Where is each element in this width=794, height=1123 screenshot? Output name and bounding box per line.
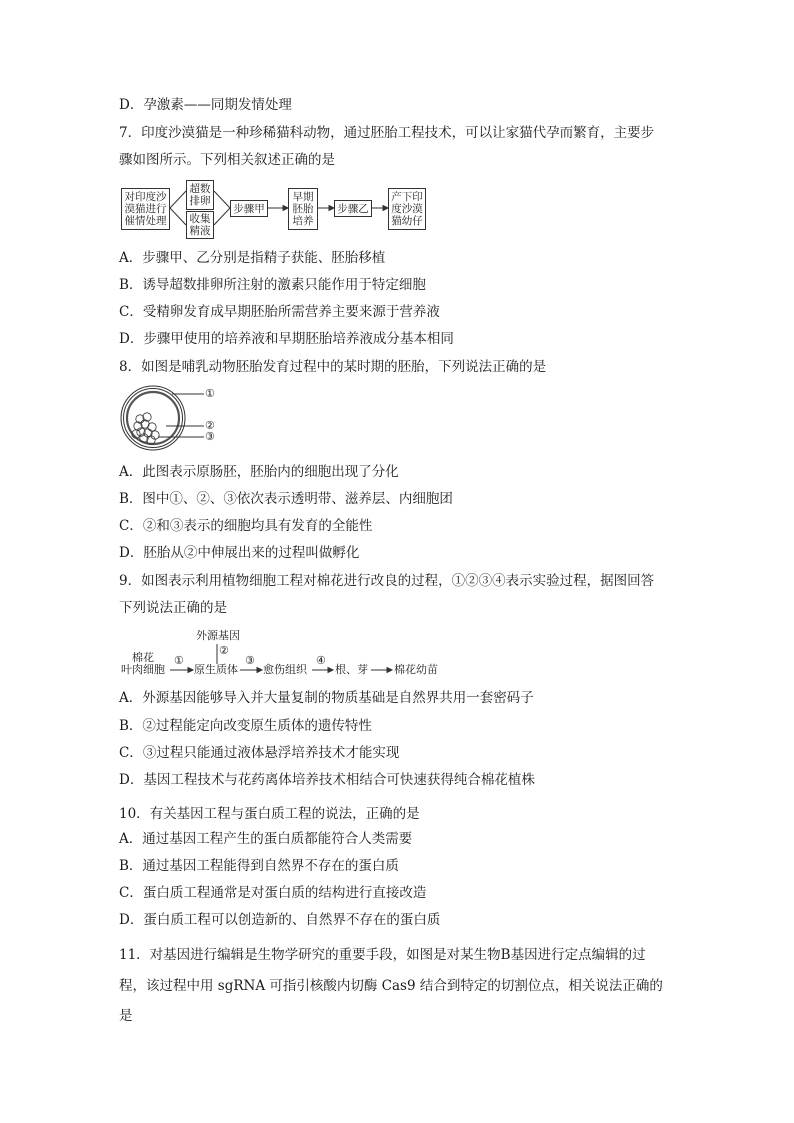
q9-option-d: D．基因工程技术与花药离体培养技术相结合可快速获得纯合棉花植株 [119,772,535,788]
q9-option-a: A．外源基因能够导入并大量复制的物质基础是自然界共用一套密码子 [119,690,534,706]
q10-option-d: D．蛋白质工程可以创造新的、自然界不存在的蛋白质 [119,912,441,928]
q9-callus: 愈伤组织 [263,663,307,676]
q9-flow-arrows [0,636,794,686]
q8-stem: 8．如图是哺乳动物胚胎发育过程中的某时期的胚胎，下列说法正确的是 [119,359,547,375]
q7-box-embryo-culture: 早期胚胎培养 [288,188,318,230]
q8-blastocyst-drawing [118,384,238,454]
q9-stem-line2: 下列说法正确的是 [119,600,227,616]
q11-stem-line1: 11．对基因进行编辑是生物学研究的重要手段，如图是对某生物B基因进行定点编辑的过 [119,947,646,963]
q9-protoplast: 原生质体 [194,663,238,676]
q7-option-b: B．诱导超数排卵所注射的激素只能作用于特定细胞 [119,277,426,293]
q7-box-estrus: 对印度沙漠猫进行催情处理 [121,188,170,230]
q8-label-1: ① [205,387,215,400]
q9-step-3: ③ [245,654,255,667]
q9-root-bud: 根、芽 [335,663,368,676]
q9-mesophyll-cell: 叶肉细胞 [121,663,165,676]
q8-label-2: ② [205,419,215,432]
q10-option-c: C．蛋白质工程通常是对蛋白质的结构进行直接改造 [119,885,427,901]
q8-option-b: B．图中①、②、③依次表示透明带、滋养层、内细胞团 [119,491,453,507]
q7-box-step-b: 步骤乙 [334,200,372,217]
q6-option-d: D．孕激素——同期发情处理 [119,97,292,113]
q7-option-a: A．步骤甲、乙分别是指精子获能、胚胎移植 [119,250,386,266]
q8-label-3: ③ [205,430,215,443]
q7-stem-line1: 7．印度沙漠猫是一种珍稀猫科动物，通过胚胎工程技术，可以让家猫代孕而繁育，主要步 [119,125,655,141]
q11-stem-line2: 程，该过程中用 sgRNA 可指引核酸内切酶 Cas9 结合到特定的切割位点，相关说法正确的 [119,978,663,994]
q8-option-a: A．此图表示原肠胚，胚胎内的细胞出现了分化 [119,464,399,480]
q9-step-2: ② [219,644,229,657]
q10-option-a: A．通过基因工程产生的蛋白质都能符合人类需要 [119,831,413,847]
q10-stem: 10．有关基因工程与蛋白质工程的说法，正确的是 [119,806,420,822]
q11-stem-line3: 是 [119,1008,133,1024]
q9-step-1: ① [174,654,184,667]
q9-stem-line1: 9．如图表示利用植物细胞工程对棉花进行改良的过程，①②③④表示实验过程，据图回答 [119,573,655,589]
q7-box-collect-semen: 收集精液 [186,211,214,239]
q7-box-offspring: 产下印度沙漠猫幼仔 [388,188,426,230]
q7-option-d: D．步骤甲使用的培养液和早期胚胎培养液成分基本相同 [119,331,454,347]
q7-option-c: C．受精卵发育成早期胚胎所需营养主要来源于营养液 [119,304,440,320]
q7-stem-line2: 骤如图所示。下列相关叙述正确的是 [119,152,335,168]
q9-foreign-gene: 外源基因 [196,629,240,642]
q7-box-superovulation: 超数排卵 [186,180,214,210]
q10-option-b: B．通过基因工程能得到自然界不存在的蛋白质 [119,858,399,874]
q9-option-b: B．②过程能定向改变原生质体的遗传特性 [119,718,372,734]
q8-option-c: C．②和③表示的细胞均具有发育的全能性 [119,518,373,534]
q9-option-c: C．③过程只能通过液体悬浮培养技术才能实现 [119,745,400,761]
q9-seedling: 棉花幼苗 [394,663,438,676]
q8-option-d: D．胚胎从②中伸展出来的过程叫做孵化 [119,545,360,561]
q9-step-4: ④ [316,654,326,667]
q9-cotton: 棉花 [132,651,154,664]
q7-box-step-a: 步骤甲 [230,200,268,217]
